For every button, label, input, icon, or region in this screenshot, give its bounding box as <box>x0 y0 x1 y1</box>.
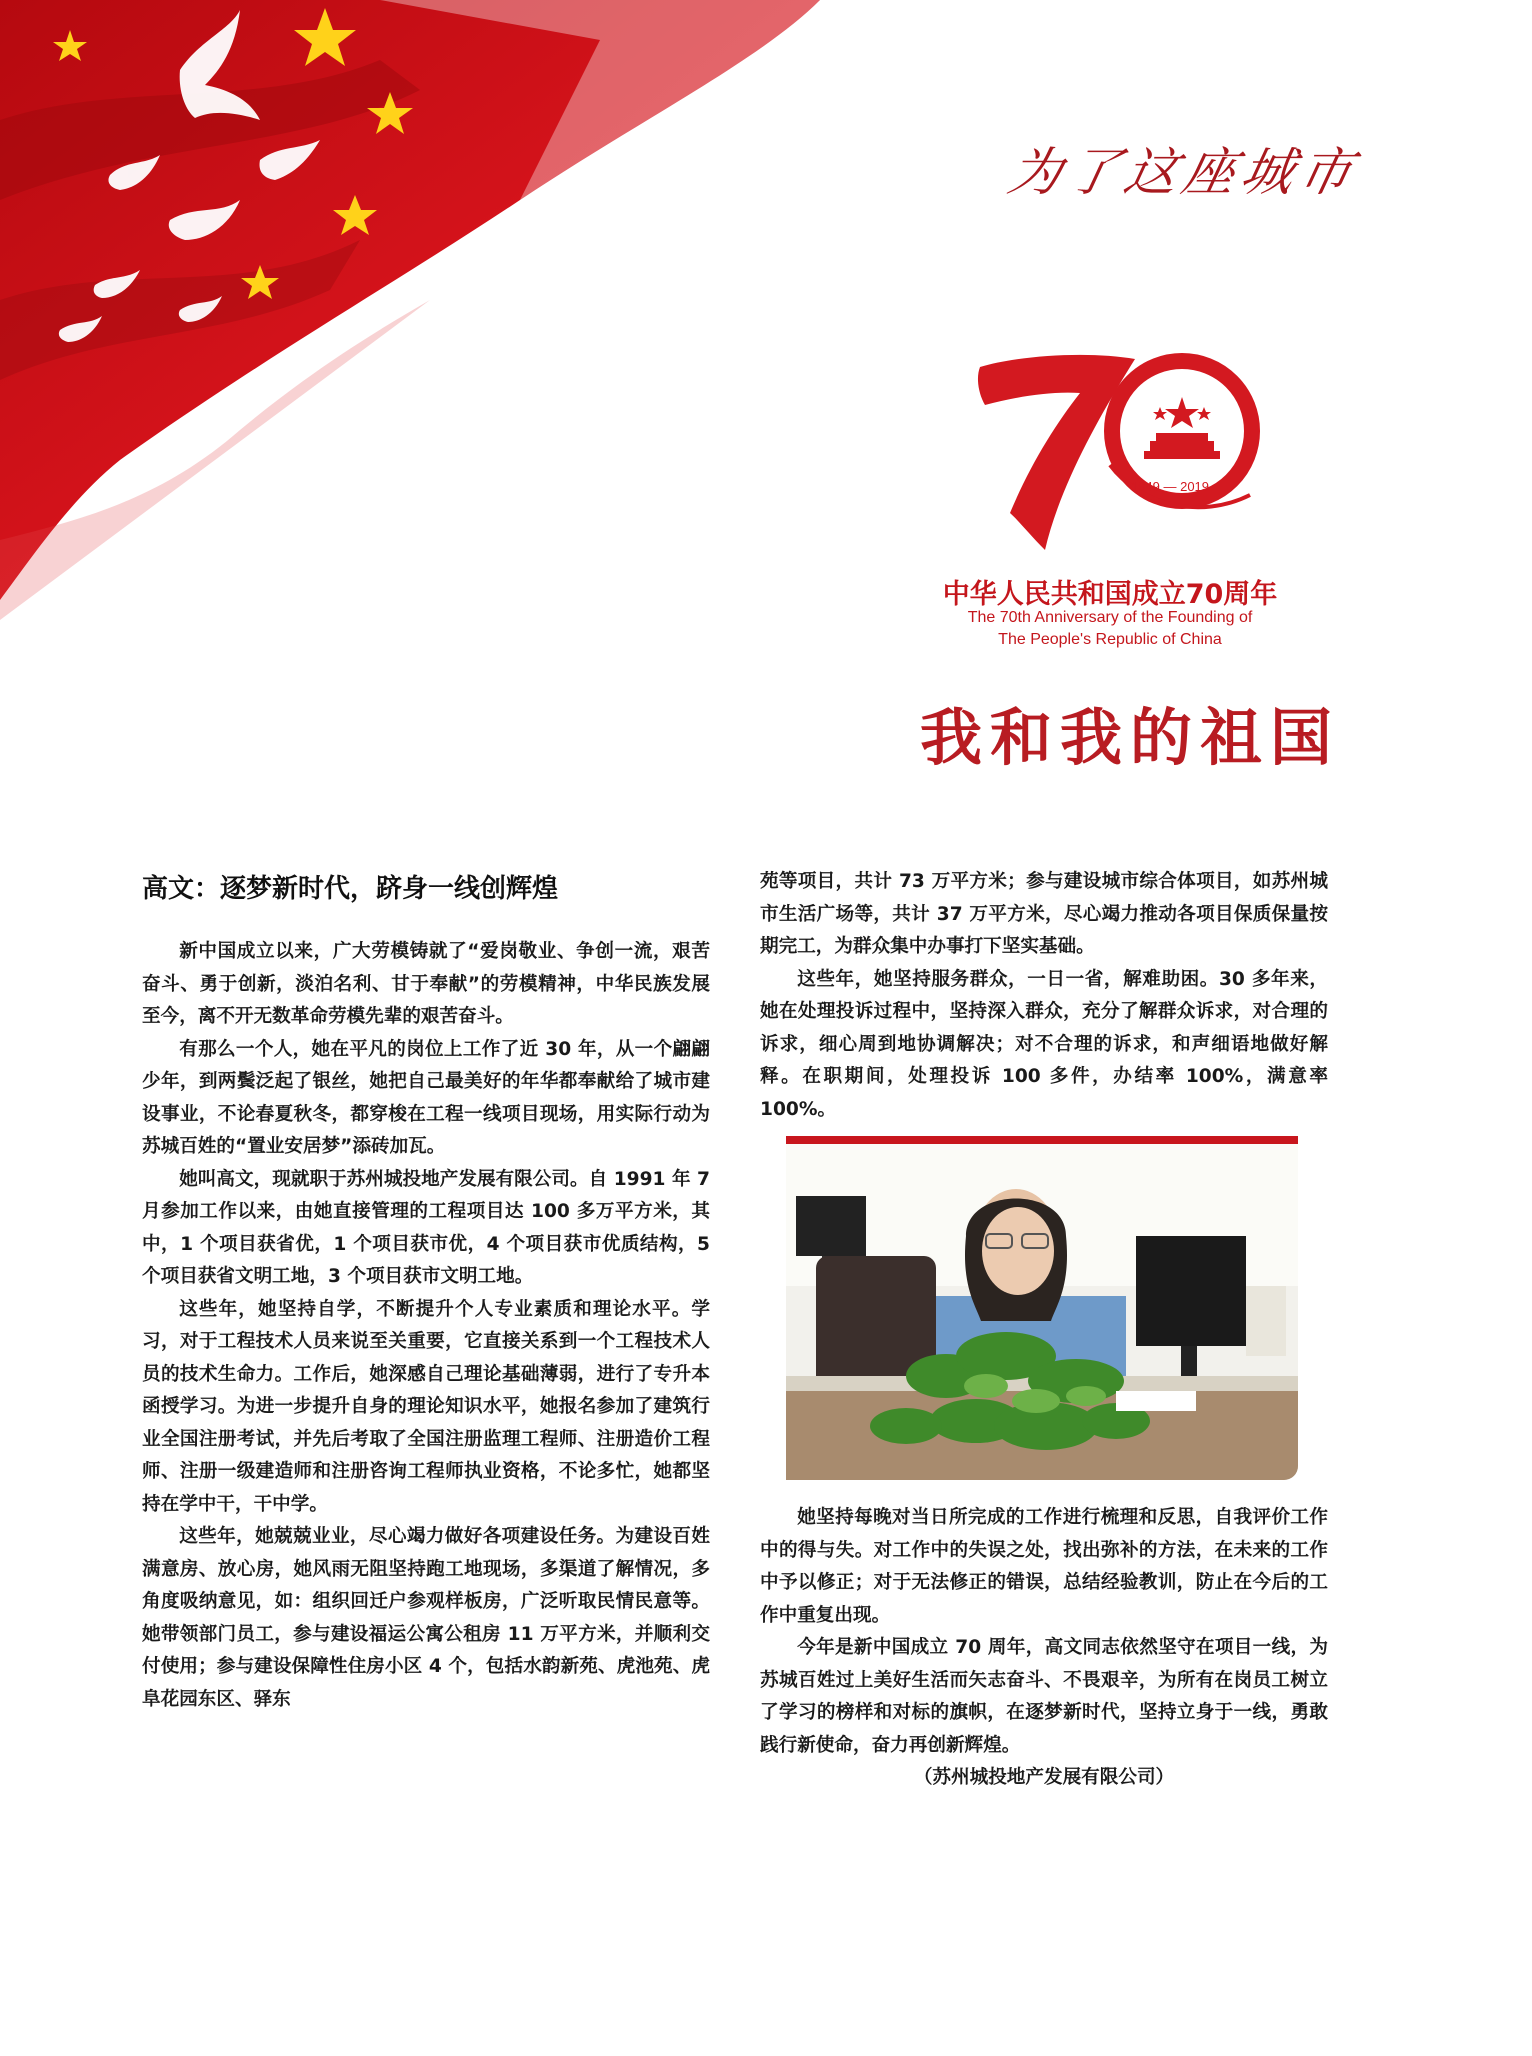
paragraph: 今年是新中国成立 70 周年，高文同志依然坚守在项目一线，为苏城百姓过上美好生活而矢志奋斗、不畏艰辛，为所有在岗员工树立了学习的榜样和对标的旗帜，在逐梦新时代，坚持立身于一线，勇敢践行新使命，奋力再创新辉煌。 <box>760 1637 1328 1756</box>
article-left-column <box>142 936 710 1716</box>
flag-banner-image <box>0 0 860 620</box>
anniversary-70-logo <box>960 345 1260 570</box>
paragraph: 有那么一个人，她在平凡的岗位上工作了近 30 年，从一个翩翩少年，到两鬓泛起了银丝，她把自己最美好的年华都奉献给了城市建设事业，不论春夏秋冬，都穿梭在工程一线项目现场，用实际行动为苏城百姓的“置业安居梦”添砖加瓦。 <box>142 1038 710 1157</box>
tiananmen-icon <box>1150 441 1214 451</box>
paragraph: 苑等项目，共计 73 万平方米；参与建设城市综合体项目，如苏州城市生活广场等，共计 37 万平方米，尽心竭力推动各项目保质保量按期完工，为群众集中办事打下坚实基础。 <box>760 871 1328 957</box>
article-right-column-top <box>760 866 1328 1126</box>
paragraph: 她叫高文，现就职于苏州城投地产发展有限公司。自 1991 年 7 月参加工作以来，由她直接管理的工程项目达 100 多万平方米，其中，1 个项目获省优，1 个项目获市优，4 个项目获市优质结构，5 个项目获省文明工地，3 个项目获市文明工地。 <box>142 1168 710 1287</box>
office-photo <box>786 1136 1298 1480</box>
page-title: 我和我的祖国 <box>919 701 1340 774</box>
photo-top-accent-bar <box>786 1136 1298 1144</box>
paragraph: 她坚持每晚对当日所完成的工作进行梳理和反思，自我评价工作中的得与失。对工作中的失误之处，找出弥补的方法，在未来的工作中予以修正；对于无法修正的错误，总结经验教训，防止在今后的工作中重复出现。 <box>760 1507 1328 1626</box>
monitor-icon <box>1136 1236 1246 1346</box>
paragraph: 这些年，她坚持自学，不断提升个人专业素质和理论水平。学习，对于工程技术人员来说至关重要，它直接关系到一个工程技术人员的技术生命力。工作后，她深感自己理论基础薄弱，进行了专升本函授学习。为进一步提升自身的理论知识水平，她报名参加了建筑行业全国注册考试，并先后考取了全国注册监理工程师、注册造价工程师、注册一级建造师和注册咨询工程师执业资格，不论多忙，她都坚持在学中干，干中学。 <box>142 1298 710 1515</box>
monitor-icon <box>796 1196 866 1256</box>
article-signature: （苏州城投地产发展有限公司） <box>913 1767 1175 1788</box>
anniversary-title-en-line1: The 70th Anniversary of the Founding of <box>967 609 1253 626</box>
article-title: 高文：逐梦新时代，跻身一线创辉煌 <box>142 874 559 904</box>
article-right-column-bottom <box>760 1502 1328 1795</box>
paragraph: 新中国成立以来，广大劳模铸就了“爱岗敬业、争创一流，艰苦奋斗、勇于创新，淡泊名利、甘于奉献”的劳模精神，中华民族发展至今，离不开无数革命劳模先辈的艰苦奋斗。 <box>142 941 710 1027</box>
anniversary-title-cn: 中华人民共和国成立70周年 <box>942 579 1278 610</box>
anniversary-title-en-line2: The People's Republic of China <box>998 631 1222 648</box>
paragraph: 这些年，她兢兢业业，尽心竭力做好各项建设任务。为建设百姓满意房、放心房，她风雨无阻坚持跑工地现场，多渠道了解情况，多角度吸纳意见，如：组织回迁户参观样板房，广泛听取民情民意等。她带领部门员工，参与建设福运公寓公租房 11 万平方米，并顺利交付使用；参与建设保障性住房小区 4 个，包括水韵新苑、虎池苑、虎阜花园东区、驿东 <box>142 1526 710 1710</box>
paragraph: 这些年，她坚持服务群众，一日一省，解难助困。30 多年来，她在处理投诉过程中，坚持深入群众，充分了解群众诉求，对合理的诉求，细心周到地协调解决；对不合理的诉求，和声细语地做好解释。在职期间，处理投诉 100 多件，办结率 100%，满意率 100%。 <box>760 968 1328 1120</box>
svg-text:1949 — 2019: 1949 — 2019 <box>1130 479 1210 494</box>
calligraphy-slogan: 为了这座城市 <box>1002 143 1364 203</box>
